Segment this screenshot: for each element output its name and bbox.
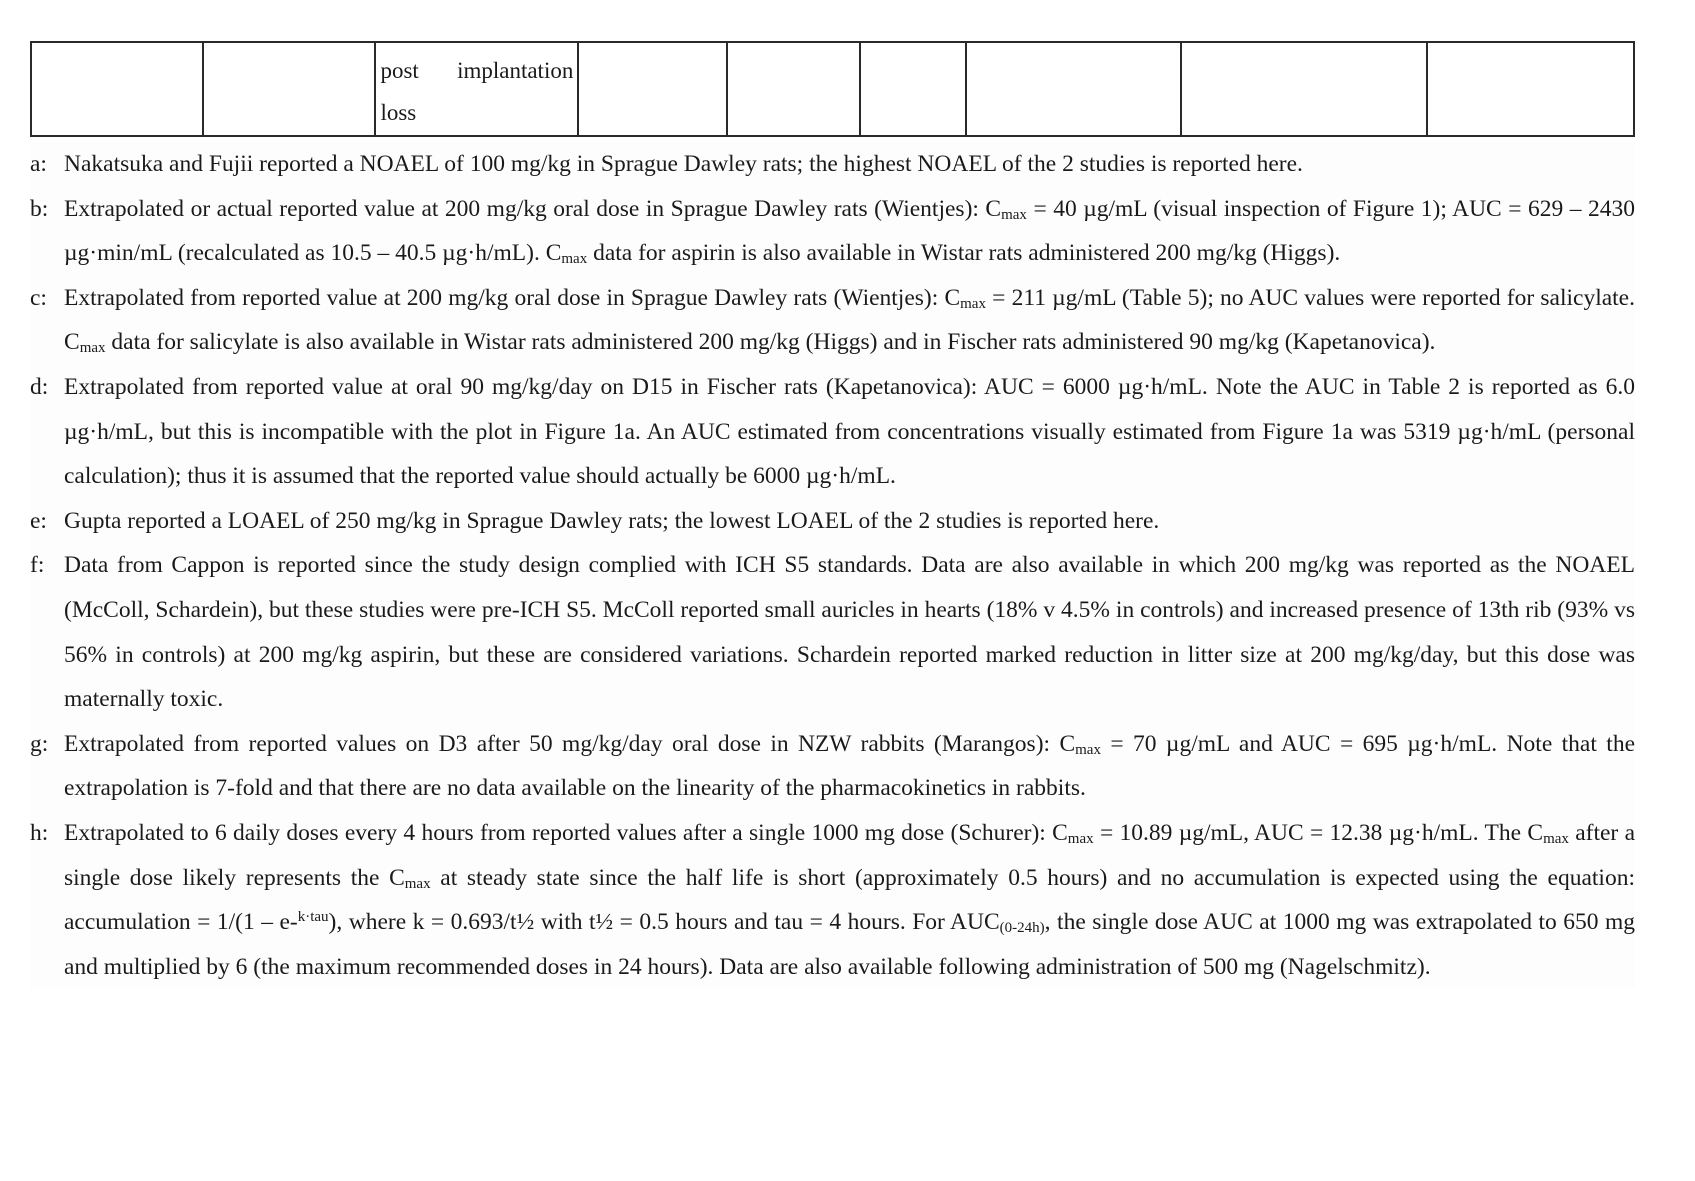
footnote-text: Gupta reported a LOAEL of 250 mg/kg in Sprague Dawley rats; the lowest LOAEL of the 2 studies is reported here. xyxy=(64,507,1160,534)
table-cell-outcome xyxy=(375,42,578,136)
footnote-text: Nakatsuka and Fujii reported a NOAEL of 100 mg/kg in Sprague Dawley rats; the highest NOAEL of the 2 studies is reported here. xyxy=(64,151,1303,177)
footnote-label: f: xyxy=(30,552,45,579)
footnote-text: Data from Cappon is reported since the study design complied with ICH S5 standards. Data are also available in which 200 mg/kg was reported as the NOAEL (McColl, Schardein), but these studies were pre-ICH S5. McColl reported small auricles in hearts (18% v 4.5% in controls) and increased presence of 13th rib (93% vs 56% in controls) at 200 mg/kg aspirin, but these are considered variations. Schardein reported marked reduction in litter size at 200 mg/kg/day, but this dose was maternally toxic. xyxy=(64,552,1635,713)
footnote-h xyxy=(30,811,1635,989)
footnote-f xyxy=(30,543,1635,721)
footnote-a xyxy=(30,142,1635,187)
table-cell xyxy=(1181,42,1427,136)
cell-word-implantation: implantation xyxy=(457,58,574,83)
table-cell xyxy=(1427,42,1634,136)
footnote-text: Extrapolated from reported value at oral 90 mg/kg/day on D15 in Fischer rats (Kapetanovica): AUC = 6000 µg·h/mL. Note the AUC in Table 2 is reported as 6.0 µg·h/mL, but this is incompatible with the plot in Figure 1a. An AUC estimated from concentrations visually estimated from Figure 1a was 5319 µg·h/mL (personal calculation); thus it is assumed that the reported value should actually be 6000 µg·h/mL. xyxy=(64,373,1635,490)
footnotes xyxy=(30,142,1635,989)
footnote-label: h: xyxy=(30,819,49,846)
cell-word-loss: loss xyxy=(380,100,417,125)
footnote-label: e: xyxy=(30,507,47,534)
cell-word-post: post xyxy=(380,58,419,83)
table-fragment xyxy=(30,41,1635,137)
footnote-text: Extrapolated from reported value at 200 mg/kg oral dose in Sprague Dawley rats (Wientjes): $C_{max} = 211$ µg/mL (Table 5); no AUC values were reported for salicylate. $C_{max}$ data for salicylate is also available in Wistar rats administered 200 mg/kg (Higgs) and in Fischer rats administered 90 mg/kg (Kapetanovica). xyxy=(64,284,1635,357)
table-cell xyxy=(727,42,860,136)
footnote-b xyxy=(30,187,1635,276)
footnote-text: Extrapolated or actual reported value at 200 mg/kg oral dose in Sprague Dawley rats (Wientjes): $C_{max} = 40$ µg/mL (visual inspection of Figure 1); AUC = 629 – 2430 µg·min/mL (recalculated as 10.5 – 40.5 µg·h/mL). $C_{max}$ data for aspirin is also available in Wistar rats administered 200 mg/kg (Higgs). xyxy=(64,195,1635,268)
table-cell xyxy=(966,42,1181,136)
footnote-c xyxy=(30,276,1635,365)
footnote-label: b: xyxy=(30,195,49,222)
table-cell xyxy=(31,42,203,136)
footnote-text: Extrapolated to 6 daily doses every 4 hours from reported values after a single 1000 mg dose (Schurer): $C_{max} = 10.89$ µg/mL, AUC = 12.38 µg·h/mL. The $C_{max}$ after a single dose likely represents the $C_{max}$ at steady state since the half life is short (approximately 0.5 hours) and no accumulation is expected using the equation: accumulation = 1/(1 – e-$^{k\cdot tau}$), where k = 0.693/t½ with t½ = 0.5 hours and tau = 4 hours. For $AUC_{(0-24h)}$, the single dose AUC at 1000 mg was extrapolated to 650 mg and multiplied by 6 (the maximum recommended doses in 24 hours). Data are also available following administration of 500 mg (Nagelschmitz). xyxy=(64,819,1636,980)
table-cell xyxy=(578,42,727,136)
footnote-label: a: xyxy=(30,151,47,177)
footnote-text: Extrapolated from reported values on D3 after 50 mg/kg/day oral dose in NZW rabbits (Marangos): $C_{max} = 70$ µg/mL and AUC = 695 µg·h/mL. Note that the extrapolation is 7-fold and that there are no data available on the linearity of the pharmacokinetics in rabbits. xyxy=(64,730,1636,802)
footnote-d xyxy=(30,365,1635,499)
table-row xyxy=(31,42,1634,136)
footnote-label: d: xyxy=(30,373,49,400)
table-cell xyxy=(860,42,966,136)
footnote-e xyxy=(30,499,1635,544)
footnote-label: g: xyxy=(30,730,49,757)
footnote-g xyxy=(30,722,1635,811)
table-cell xyxy=(203,42,375,136)
footnote-label: c: xyxy=(30,284,47,311)
